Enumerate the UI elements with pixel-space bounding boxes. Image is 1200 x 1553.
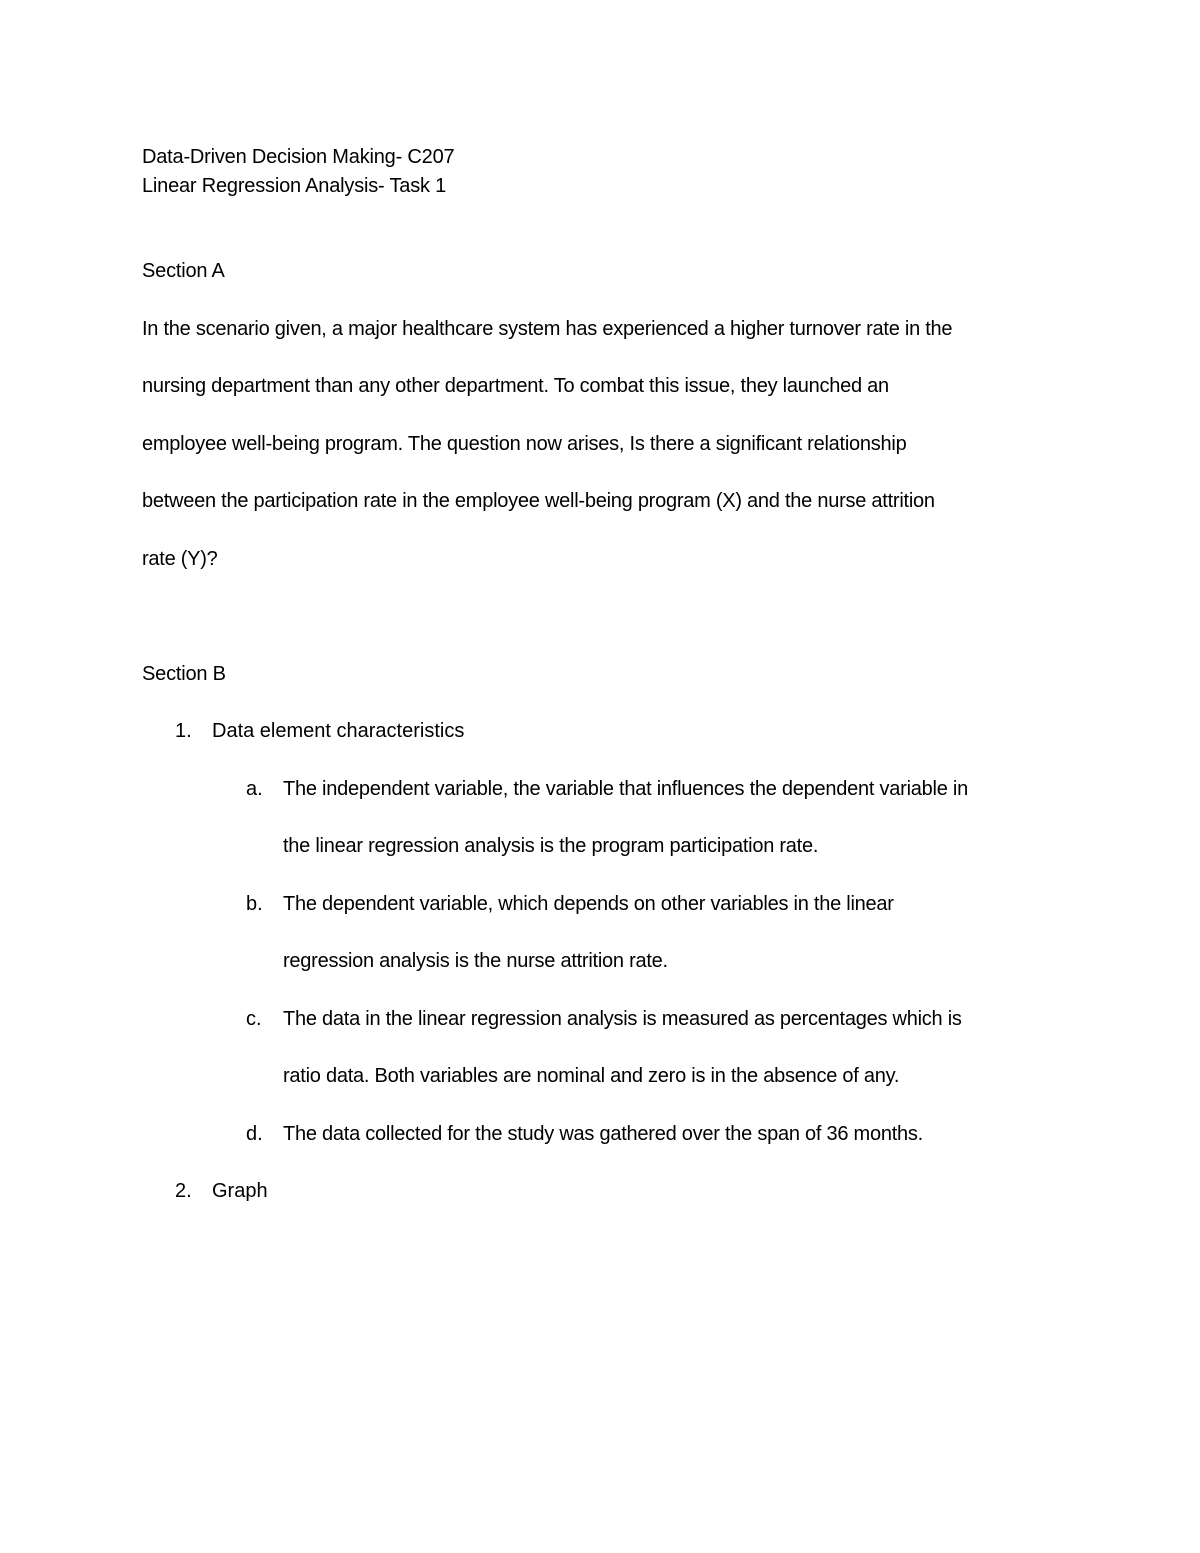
sublist-marker: c.	[246, 1008, 262, 1030]
section-a-paragraph-line: nursing department than any other department. To combat this issue, they launched an	[142, 375, 889, 397]
section-a-paragraph-line: between the participation rate in the employee well-being program (X) and the nurse attrition	[142, 490, 935, 512]
list-item-label: Graph	[212, 1180, 268, 1202]
list-item-label: Data element characteristics	[212, 720, 465, 742]
sublist-item-line: The data collected for the study was gathered over the span of 36 months.	[283, 1123, 923, 1145]
course-title: Data-Driven Decision Making- C207	[142, 146, 455, 168]
sublist-marker: b.	[246, 893, 263, 915]
sublist-item-line: the linear regression analysis is the program participation rate.	[283, 835, 819, 857]
section-a-paragraph-line: In the scenario given, a major healthcare system has experienced a higher turnover rate in the	[142, 318, 953, 340]
section-b-heading: Section B	[142, 663, 226, 685]
sublist-marker: a.	[246, 778, 263, 800]
sublist-marker: d.	[246, 1123, 263, 1145]
list-marker: 1.	[175, 720, 192, 742]
sublist-item-line: The independent variable, the variable that influences the dependent variable in	[283, 778, 968, 800]
task-title: Linear Regression Analysis- Task 1	[142, 175, 447, 197]
section-a-paragraph-line: rate (Y)?	[142, 548, 218, 570]
sublist-item-line: regression analysis is the nurse attrition rate.	[283, 950, 668, 972]
section-a-paragraph-line: employee well-being program. The question now arises, Is there a significant relationship	[142, 433, 907, 455]
list-marker: 2.	[175, 1180, 192, 1202]
sublist-item-line: ratio data. Both variables are nominal and zero is in the absence of any.	[283, 1065, 900, 1087]
sublist-item-line: The dependent variable, which depends on other variables in the linear	[283, 893, 894, 915]
section-a-heading: Section A	[142, 260, 225, 282]
sublist-item-line: The data in the linear regression analysis is measured as percentages which is	[283, 1008, 962, 1030]
